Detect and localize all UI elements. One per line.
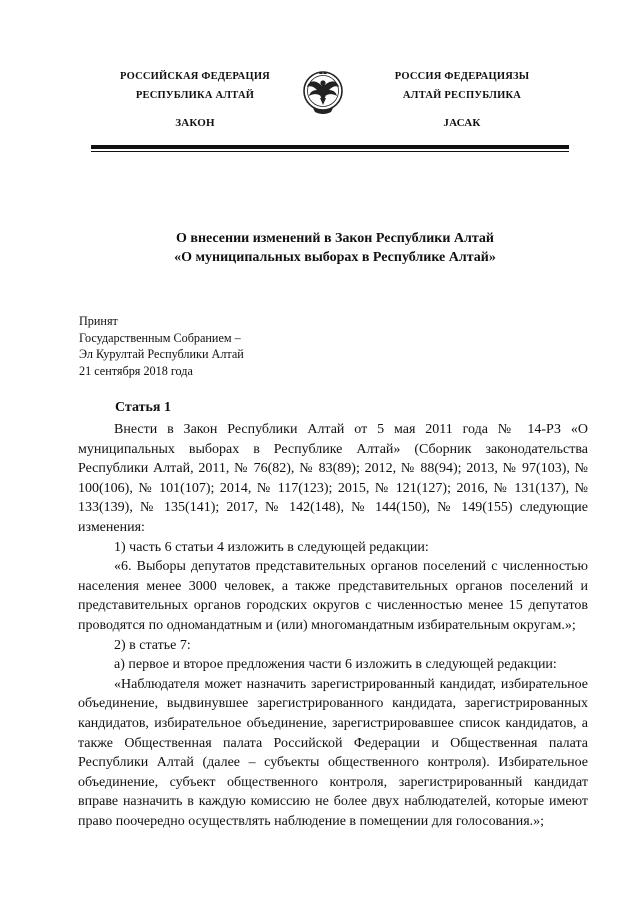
- header-right-block: [372, 67, 552, 133]
- header-left-line1: РОССИЙСКАЯ ФЕДЕРАЦИЯ: [120, 71, 270, 82]
- document-title-line2: «О муниципальных выборах в Республике Алтай»: [174, 250, 496, 265]
- coat-of-arms-emblem-icon: [299, 63, 347, 123]
- header-right-line1: РОССИЯ ФЕДЕРАЦИЯЗЫ: [394, 71, 530, 82]
- adoption-line2: Государственным Собранием –: [79, 330, 241, 345]
- header-divider-thick: [91, 145, 569, 149]
- header-left-doc-type: ЗАКОН: [175, 117, 215, 129]
- header-right-doc-type: JАСАК: [443, 117, 481, 129]
- article-paragraph: 1) часть 6 статьи 4 изложить в следующей редакции:: [114, 539, 429, 555]
- article-paragraph: «6. Выборы депутатов представительных органов поселений с численностью населения менее 3000 человек, а также представительных органов поселений и представительных органов городских округов с численностью менее 15 депутатов проводятся по одномандатным и (или) многомандатным избирательным округам.»;: [78, 559, 588, 633]
- article-paragraph: а) первое и второе предложения части 6 изложить в следующей редакции:: [114, 657, 557, 673]
- article-paragraph: 2) в статье 7:: [114, 637, 191, 653]
- document-title: [120, 229, 550, 267]
- adoption-line1: Принят: [79, 314, 118, 328]
- header-left-block: [100, 67, 290, 133]
- article-body: [78, 420, 588, 831]
- adoption-line3: Эл Курултай Республики Алтай: [79, 347, 244, 362]
- article-paragraph: Внести в Закон Республики Алтай от 5 мая 2011 года № 14-РЗ «О муниципальных выборах в Республике Алтай» (Сборник законодательства Республики Алтай, 2011, № 76(82), № 83(89); 2012, № 88(94); 2013, № 97(103), № 100(106), № 101(107); 2014, № 117(123); 2015, № 121(127); 2016, № 131(137), № 133(139), № 135(141); 2017, № 142(148), № 144(150), № 149(155) следующие изменения:: [78, 422, 588, 535]
- adoption-date: 21 сентября 2018 года: [79, 363, 193, 378]
- article-paragraph: «Наблюдателя может назначить зарегистрированный кандидат, избирательное объединение, выдвинувшее зарегистрированного кандидата, зарегистрированных кандидатов, избирательное объединение, зарегистрировавшее список кандидатов, а также Общественная палата Российской Федерации и Общественная палата Республики Алтай (далее – субъекты общественного контроля). Избирательное объединение, субъект общественного контроля, зарегистрированный кандидат вправе назначить в каждую комиссию не более двух наблюдателей, которые имеют право поочередно осуществлять наблюдение в помещении для голосования.»;: [78, 676, 588, 829]
- adoption-block: [79, 313, 379, 379]
- document-title-line1: О внесении изменений в Закон Республики Алтай: [176, 231, 494, 246]
- article-heading: Статья 1: [115, 400, 171, 415]
- header-divider-thin: [91, 151, 569, 152]
- header-right-line2: АЛТАЙ РЕСПУБЛИКА: [402, 90, 522, 101]
- header-left-line2: РЕСПУБЛИКА АЛТАЙ: [135, 90, 255, 101]
